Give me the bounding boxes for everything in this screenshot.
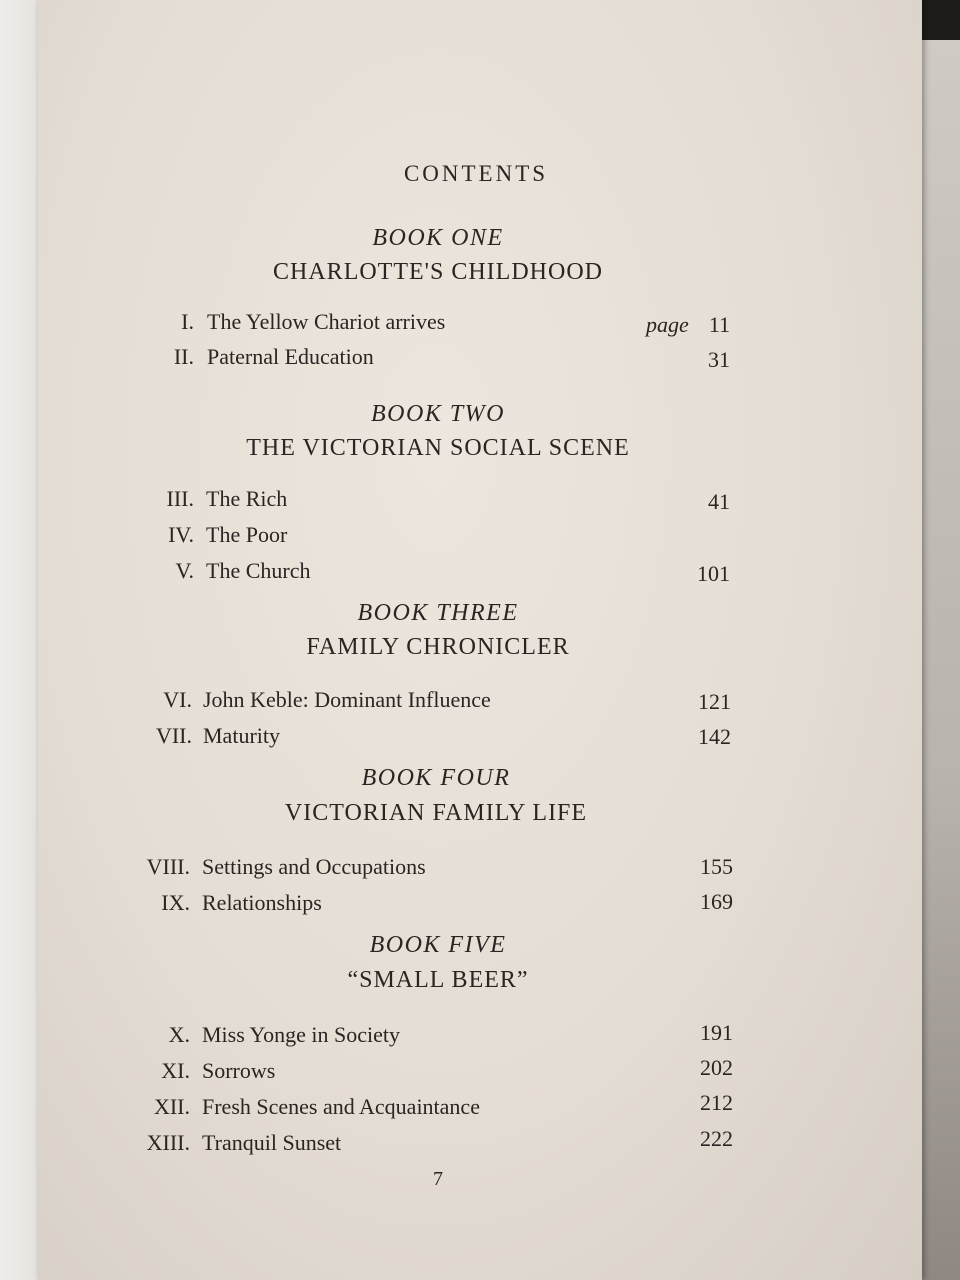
chapter-number: II.	[173, 344, 194, 369]
book-title: THE VICTORIAN SOCIAL SCENE	[246, 435, 630, 461]
chapter-page: 212	[700, 1090, 733, 1115]
chapter-page: 169	[700, 889, 733, 914]
book-label: BOOK THREE	[357, 600, 519, 626]
chapter-number: X.	[168, 1022, 190, 1047]
chapter-title: Fresh Scenes and Acquaintance	[202, 1094, 480, 1119]
chapter-title: The Rich	[206, 486, 288, 511]
chapter-title: Paternal Education	[207, 344, 374, 369]
chapter-title: Relationships	[202, 890, 322, 915]
chapter-title: Settings and Occupations	[202, 854, 426, 879]
chapter-number: VII.	[155, 723, 192, 748]
book-label: BOOK ONE	[372, 225, 504, 251]
chapter-title: Maturity	[203, 723, 280, 748]
page-word-label: page	[646, 312, 689, 337]
chapter-number: XII.	[153, 1094, 190, 1119]
book-label: BOOK TWO	[370, 401, 506, 427]
chapter-title: Miss Yonge in Society	[202, 1022, 401, 1047]
book-title: CHARLOTTE'S CHILDHOOD	[273, 259, 603, 285]
book-label: BOOK FOUR	[361, 765, 511, 791]
chapter-title: The Yellow Chariot arrives	[207, 309, 446, 334]
chapter-number: I.	[181, 309, 194, 334]
book-title: VICTORIAN FAMILY LIFE	[284, 800, 588, 826]
chapter-page: 121	[698, 689, 731, 714]
chapter-title: Sorrows	[202, 1058, 276, 1083]
chapter-page: 142	[698, 724, 731, 749]
chapter-number: XIII.	[146, 1130, 190, 1155]
chapter-page: 222	[700, 1126, 733, 1151]
book-title: “SMALL BEER”	[347, 967, 529, 993]
book-label: BOOK FIVE	[369, 932, 507, 958]
book-title: FAMILY CHRONICLER	[306, 634, 570, 660]
chapter-number: IV.	[168, 522, 194, 547]
contents-page	[38, 0, 922, 1280]
chapter-page: 11	[708, 312, 730, 337]
chapter-page: 155	[700, 854, 733, 879]
chapter-title: The Church	[206, 558, 311, 583]
chapter-title: John Keble: Dominant Influence	[203, 687, 491, 712]
chapter-page: 41	[708, 489, 730, 514]
page-heading: CONTENTS	[403, 161, 549, 186]
chapter-number: IX.	[161, 890, 190, 915]
chapter-number: VI.	[163, 687, 192, 712]
chapter-page: 191	[700, 1020, 733, 1045]
chapter-page: 202	[700, 1055, 733, 1080]
chapter-page: 101	[697, 561, 730, 586]
chapter-page: 31	[708, 347, 730, 372]
chapter-title: Tranquil Sunset	[202, 1130, 342, 1155]
chapter-number: III.	[166, 486, 194, 511]
chapter-number: V.	[175, 558, 194, 583]
chapter-title: The Poor	[206, 522, 288, 547]
page-folio: 7	[433, 1168, 443, 1190]
chapter-number: VIII.	[146, 854, 190, 879]
chapter-number: XI.	[161, 1058, 190, 1083]
